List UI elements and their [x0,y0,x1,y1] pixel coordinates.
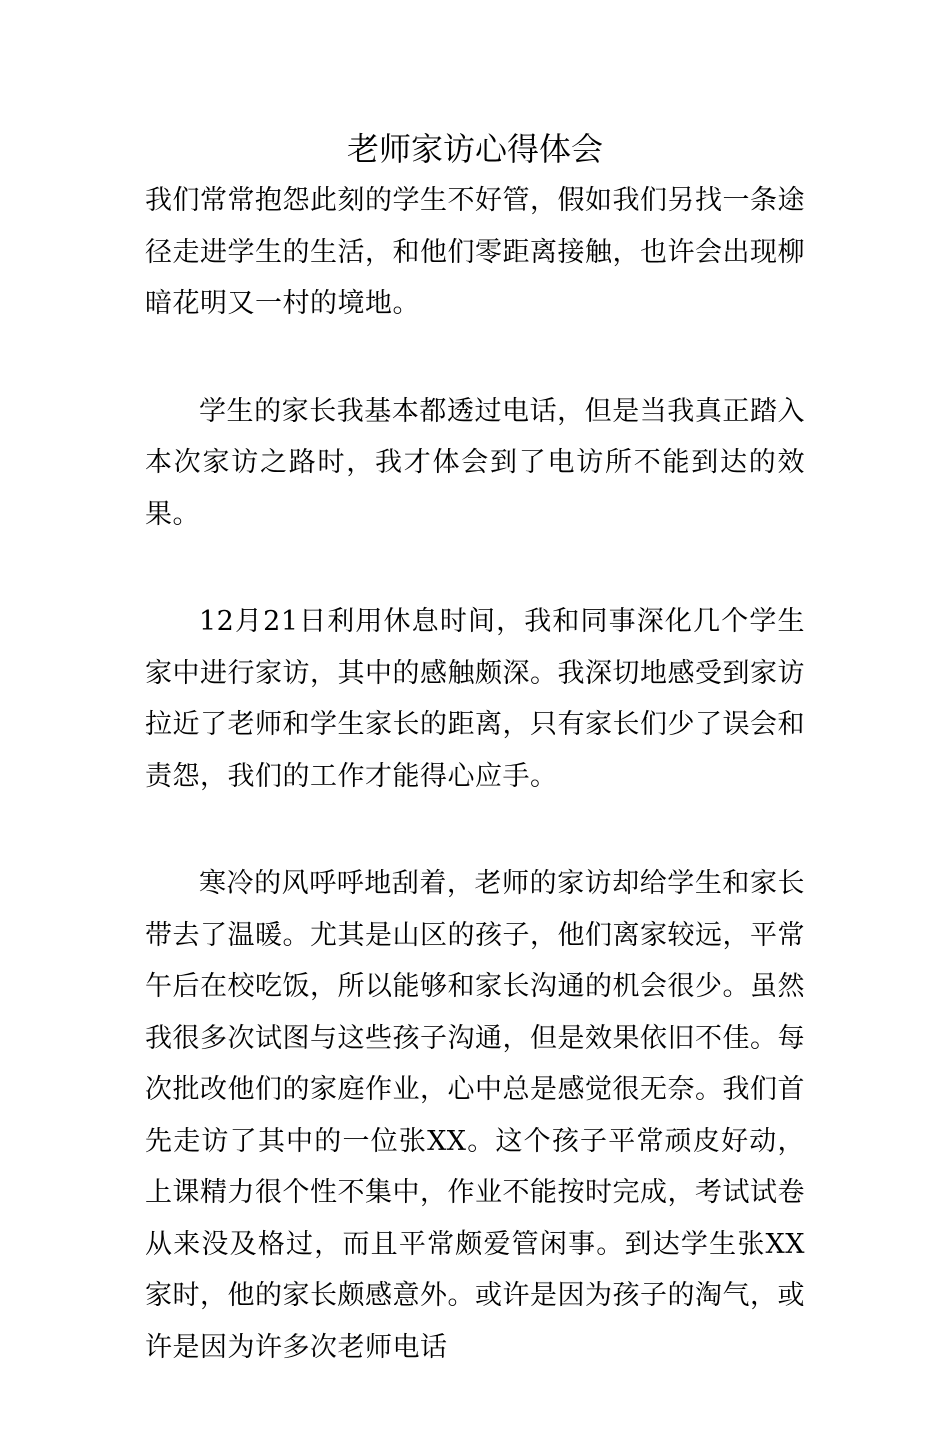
paragraph-1: 我们常常抱怨此刻的学生不好管，假如我们另找一条途径走进学生的生活，和他们零距离接触，也许会出现柳暗花明又一村的境地。 [145,185,805,319]
paragraph-4: 寒冷的风呼呼地刮着，老师的家访却给学生和家长带去了温暖。尤其是山区的孩子，他们离家较远，平常午后在校吃饭，所以能够和家长沟通的机会很少。虽然我很多次试图与这些孩子沟通，但是效果依旧不佳。每次批改他们的家庭作业，心中总是感觉很无奈。我们首先走访了其中的一位张XX。这个孩子平常顽皮好动，上课精力很个性不集中，作业不能按时完成，考试试卷从来没及格过，而且平常颇爱管闲事。到达学生张XX家时，他的家长颇感意外。或许是因为孩子的淘气，或许是因为许多次老师电话 [145,868,805,1363]
paragraph-2: 学生的家长我基本都透过电话，但是当我真正踏入本次家访之路时，我才体会到了电访所不能到达的效果。 [145,395,805,530]
document-title: 老师家访心得体会 [346,130,603,168]
paragraph-3: 12月21日利用休息时间，我和同事深化几个学生家中进行家访，其中的感触颇深。我深切地感受到家访拉近了老师和学生家长的距离，只有家长们少了误会和责怨，我们的工作才能得心应手。 [145,606,805,792]
document-body [145,175,805,1429]
